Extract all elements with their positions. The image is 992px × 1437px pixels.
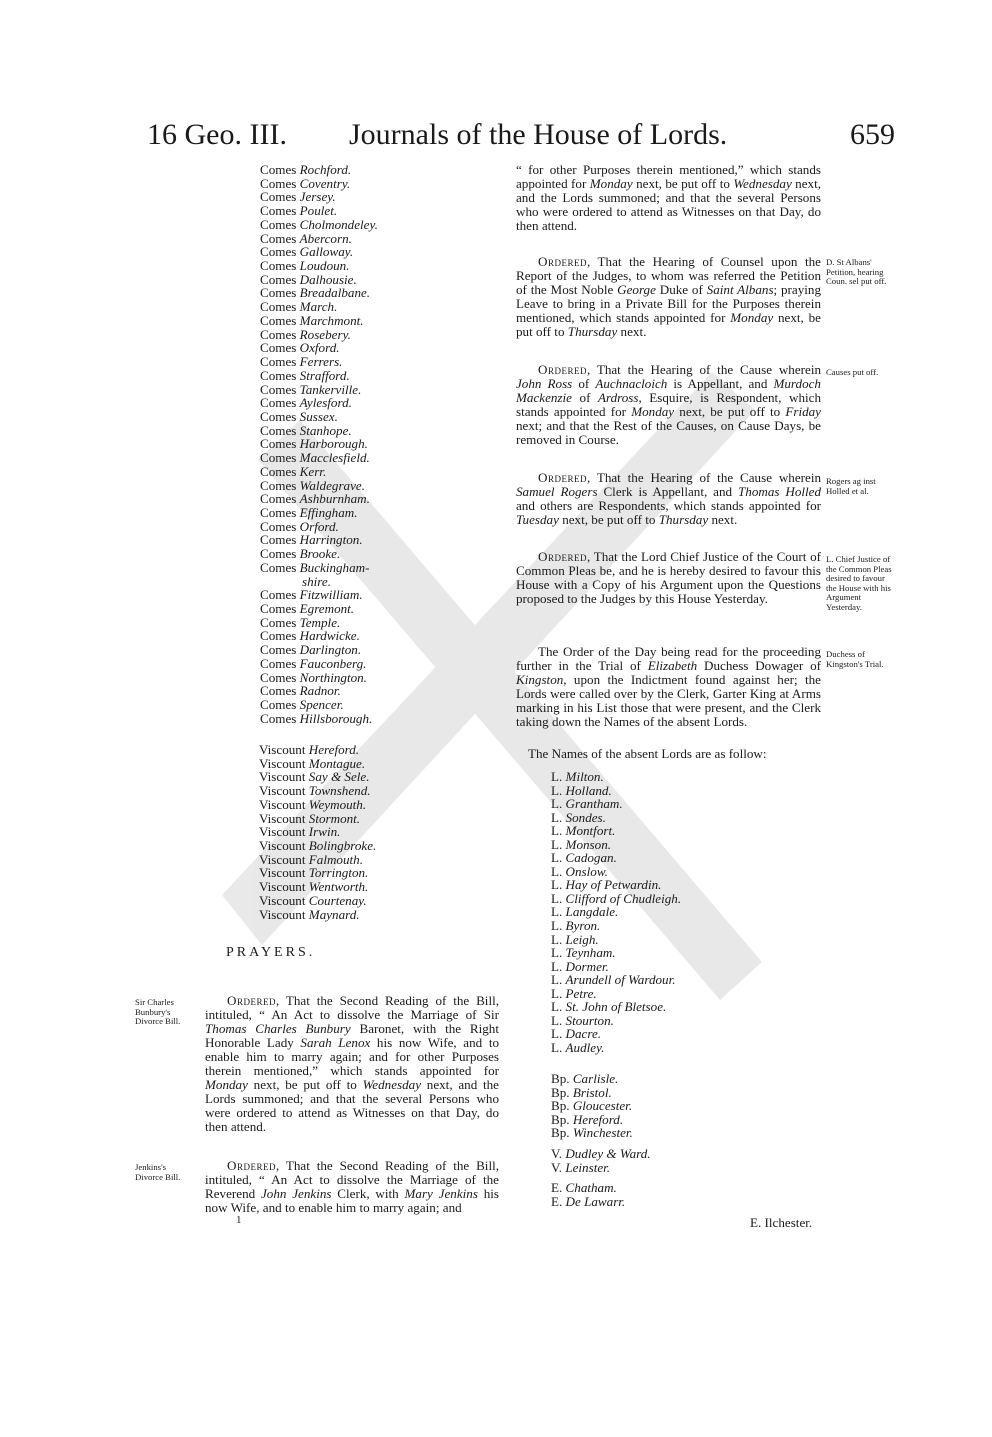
absent-earls-list (551, 1181, 625, 1208)
viscount-entry: Viscount Weymouth. (259, 796, 367, 812)
earl-entry: shire. (302, 573, 331, 589)
viscount-entry: Viscount Falmouth. (259, 851, 363, 867)
baron-entry: L. St. John of Bletsoe. (551, 999, 667, 1015)
viscount-entry: Viscount Irwin. (259, 824, 341, 840)
viscount-entry: Viscount Montague. (259, 755, 366, 771)
baron-entry: L. Clifford of Chudleigh. (551, 890, 682, 906)
baron-entry: L. Arundell of Wardour. (551, 972, 676, 988)
baron-entry: L. Petre. (551, 985, 597, 1001)
earl-entry: Comes Ashburnham. (260, 491, 370, 507)
baron-entry: L. Langdale. (551, 904, 619, 920)
earl-entry: Comes Macclesfield. (260, 450, 370, 466)
baron-entry: L. Leigh. (551, 931, 599, 947)
bishop-entry: Bp. Winchester. (551, 1125, 633, 1141)
baron-entry: L. Holland. (551, 782, 612, 798)
earl-entry: Comes Poulet. (260, 203, 338, 219)
catchword: E. Ilchester. (750, 1215, 813, 1230)
margin-note-st-albans: D. St Albans' Petition, hearing Coun. sel put off. (826, 257, 887, 287)
journal-title: Journals of the House of Lords. (349, 118, 728, 151)
earl-entry: Comes Buckingham- (260, 559, 370, 575)
earl-entry: Comes Fauconberg. (260, 655, 367, 671)
baron-entry: L. Hay of Petwardin. (551, 877, 662, 893)
earl-entry: Comes Breadalbane. (260, 285, 371, 301)
margin-note-causes: Causes put off. (826, 367, 879, 377)
earl-entry: E. Chatham. (551, 1180, 617, 1195)
viscount-entry: Viscount Stormont. (259, 810, 361, 826)
margin-note-bunbury: Sir Charles Bunbury's Divorce Bill. (135, 997, 181, 1027)
order-chief-justice: Ordered, That the Lord Chief Justice of the Court of Common Pleas be, and he is hereby desired to favour this House with a Copy of his Argument upon the Questions proposed to the Judges by this House Yesterday. (516, 549, 821, 606)
earl-entry: E. De Lawarr. (551, 1193, 626, 1209)
earl-entry: Comes Effingham. (260, 504, 358, 520)
bishop-entry: Bp. Bristol. (551, 1084, 612, 1100)
earl-entry: Comes Rosebery. (260, 326, 351, 342)
viscount-entry: V. Leinster. (551, 1159, 611, 1175)
baron-entry: L. Cadogan. (551, 850, 617, 866)
earl-entry: Comes Kerr. (260, 463, 327, 479)
earl-entry: Comes Cholmondeley. (260, 216, 378, 232)
viscount-entry: Viscount Townshend. (259, 783, 371, 799)
page-number: 659 (850, 118, 895, 151)
earl-entry: Comes Rochford. (260, 162, 352, 177)
earl-entry: Comes Dalhousie. (260, 271, 357, 287)
viscount-entry: Viscount Say & Sele. (259, 769, 370, 785)
order-st-albans: Ordered, That the Hearing of Counsel upon the Report of the Judges, to whom was referred the Petition of the Most Noble George Duke of Saint Albans; praying Leave to bring in a Private Bill for the Purposes therein mentioned, which stands appointed for Monday next, be put off to Thursday next. (516, 254, 822, 339)
baron-entry: L. Sondes. (551, 809, 606, 825)
viscount-entry: Viscount Courtenay. (259, 892, 367, 908)
earl-entry: Comes Hardwicke. (260, 628, 360, 644)
earl-entry: Comes Galloway. (260, 244, 354, 260)
earls-present-list (260, 163, 378, 725)
earl-entry: Comes Sussex. (260, 408, 338, 424)
order-bunbury-divorce: Ordered, That the Second Reading of the Bill, intituled, “ An Act to dissolve the Marriage of Sir Thomas Charles Bunbury Baronet, with the Right Honorable Lady Sarah Lenox his now Wife, and to enable him to marry again; and for other Purposes therein mentioned,” which stands appointed for Monday next, be put off to Wednesday next, and the Lords summoned; and that the several Persons who were ordered to attend as Witnesses on that Day, do then attend. (205, 993, 499, 1134)
earl-entry: Comes Oxford. (260, 340, 340, 356)
earl-entry: Comes Northington. (260, 669, 367, 685)
earl-entry: Comes Strafford. (260, 367, 350, 383)
baron-entry: L. Grantham. (551, 796, 623, 812)
earl-entry: Comes Jersey. (260, 189, 336, 205)
bishop-entry: Bp. Gloucester. (551, 1098, 633, 1114)
earl-entry: Comes March. (260, 299, 338, 315)
baron-entry: L. Onslow. (551, 863, 608, 879)
order-rogers: Ordered, That the Hearing of the Cause wherein Samuel Rogers Clerk is Appellant, and Thomas Holled and others are Respondents, which stands appointed for Tuesday next, be put off to Thursday next. (516, 470, 821, 527)
earl-entry: Comes Fitzwilliam. (260, 587, 363, 603)
baron-entry: L. Dormer. (551, 958, 609, 974)
baron-entry: L. Monson. (551, 836, 612, 852)
baron-entry: L. Milton. (551, 769, 604, 784)
viscount-entry: Viscount Wentworth. (259, 879, 369, 895)
earl-entry: Comes Darlington. (260, 642, 362, 658)
absent-barons-list (551, 770, 681, 1054)
viscount-entry: Viscount Bolingbroke. (259, 838, 377, 854)
earl-entry: Comes Harrington. (260, 532, 363, 548)
viscount-entry: Viscount Hereford. (259, 742, 360, 757)
baron-entry: L. Montfort. (551, 823, 616, 839)
earl-entry: Comes Aylesford. (260, 395, 352, 411)
viscount-entry: Viscount Torrington. (259, 865, 369, 881)
margin-note-chief-justice: L. Chief Justice of the Common Pleas desired to favour the House with his Argument Yesterday. (826, 554, 892, 612)
earl-entry: Comes Temple. (260, 614, 341, 630)
earl-entry: Comes Waldegrave. (260, 477, 365, 493)
margin-note-kingston: Duchess of Kingston's Trial. (826, 649, 884, 669)
earl-entry: Comes Orford. (260, 518, 339, 534)
earl-entry: Comes Hillsborough. (260, 710, 373, 726)
footnote-mark: 1 (236, 1214, 242, 1226)
baron-entry: L. Teynham. (551, 945, 616, 961)
viscount-entry: Viscount Maynard. (259, 906, 360, 922)
prayers-heading: PRAYERS. (226, 945, 316, 960)
earl-entry: Comes Stanhope. (260, 422, 352, 438)
earl-entry: Comes Brooke. (260, 546, 341, 562)
earl-entry: Comes Harborough. (260, 436, 368, 452)
margin-note-jenkins: Jenkins's Divorce Bill. (135, 1162, 181, 1182)
order-kingston-trial: The Order of the Day being read for the proceeding further in the Trial of Elizabeth Duchess Dowager of Kingston, upon the Indictment found against her; the Lords were called over by the Clerk, Garter King at Arms marking in his List those that were present, and the Clerk taking down the Names of the absent Lords. (516, 644, 821, 729)
earl-entry: Comes Marchmont. (260, 312, 364, 328)
viscounts-present-list (259, 743, 376, 921)
baron-entry: L. Dacre. (551, 1026, 602, 1042)
absent-bishops-list (551, 1072, 633, 1140)
bishop-entry: Bp. Hereford. (551, 1111, 624, 1127)
baron-entry: L. Stourton. (551, 1012, 614, 1028)
continuation-jenkins: “ for other Purposes therein mentioned,” which stands appointed for Monday next, be put off to Wednesday next, and the Lords summoned; and that the several Persons who were ordered to attend as Witnesses on that Day, do then attend. (516, 162, 822, 233)
earl-entry: Comes Radnor. (260, 683, 341, 699)
absent-viscounts-list (551, 1147, 651, 1174)
earl-entry: Comes Coventry. (260, 175, 351, 191)
baron-entry: L. Byron. (551, 918, 601, 934)
earl-entry: Comes Tankerville. (260, 381, 362, 397)
order-jenkins-divorce: Ordered, That the Second Reading of the Bill, intituled, “ An Act to dissolve the Marriage of the Reverend John Jenkins Clerk, with Mary Jenkins his now Wife, and to enable him to marry again; and (205, 1158, 499, 1215)
earl-entry: Comes Abercorn. (260, 230, 352, 246)
absent-lords-heading: The Names of the absent Lords are as follow: (528, 746, 767, 761)
order-causes: Ordered, That the Hearing of the Cause wherein John Ross of Auchnacloich is Appellant, and Murdoch Mackenzie of Ardross, Esquire, is Respondent, which stands appointed for Monday next, be put off to Friday next; and that the Rest of the Causes, on Cause Days, be removed in Course. (516, 362, 821, 447)
baron-entry: L. Audley. (551, 1039, 605, 1055)
earl-entry: Comes Ferrers. (260, 354, 343, 370)
regnal-year: 16 Geo. III. (147, 118, 287, 151)
margin-note-rogers: Rogers ag inst Holled et al. (826, 476, 876, 496)
viscount-entry: V. Dudley & Ward. (551, 1146, 651, 1161)
earl-entry: Comes Egremont. (260, 601, 355, 616)
earl-entry: Comes Spencer. (260, 697, 344, 713)
earl-entry: Comes Loudoun. (260, 258, 350, 274)
bishop-entry: Bp. Carlisle. (551, 1071, 619, 1086)
